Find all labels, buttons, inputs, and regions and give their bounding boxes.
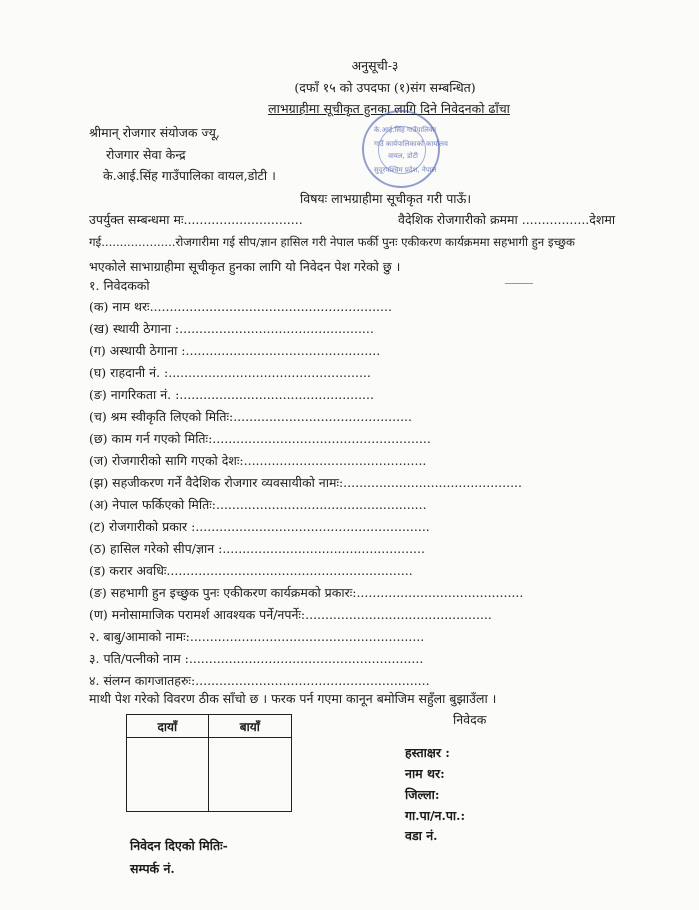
application-date-label: निवेदन दिएको मितिः- [130,838,228,853]
district-label: जिल्ला: [405,787,440,802]
field-passport-no: (घ) राहदानी नं. :................................................... [89,365,371,380]
signature-label: हस्ताक्षर : [405,745,450,760]
left-thumb-header: बायाँ [208,715,291,738]
right-thumb-box [127,738,209,812]
addressee-line-1: श्रीमान् रोजगार संयोजक ज्यू, [89,125,220,140]
left-thumb-box [208,738,291,812]
schedule-label: अनुसूची-३ [351,58,399,73]
reference-line: (दफाँ १५ को उपदफा (१)संग सम्बन्धित) [294,80,476,95]
thumbprint-table [126,714,292,812]
field-employment-type: (ट) रोजगारीको प्रकार :........................................................... [89,519,430,534]
field-attached-documents: ४. संलग्न कागजातहरुः:........................................................... [89,673,430,688]
ward-no-label: वडा नं. [405,828,438,843]
body-line-3: भएकोले साभाग्राहीमा सूचीकृत हुनका लागि यो निवेदन पेश गरेको छु । [89,259,401,274]
field-labor-permit-date: (च) श्रम स्वीकृति लिएको मितिः:............................................. [89,409,412,424]
name-label: नाम थर: [405,766,445,781]
addressee-line-2: रोजगार सेवा केन्द्र [106,147,186,162]
field-destination-country: (ज) रोजगारीको सागि गएको देशः:.............................................. [89,453,427,468]
applicant-label: निवेदक [453,712,487,727]
declaration-text: माथी पेश गरेको विवरण ठीक साँचो छ । फरक पर्न गएमा कानून बमोजिम सहुँला बुझाउँला । [89,691,497,706]
office-stamp: के.आई.सिंह गाउँपालिका गाउँ कार्यपालिकाको कार्यालय वायल, डोटी सुदूरपश्चिम प्रदेश, नेपाल [362,110,440,188]
field-reintegration-program: (ङ) सहभागी हुन इच्छुक पुनः एकीकरण कार्यक्रमको प्रकारः:.......................................... [89,585,524,600]
field-temporary-address: (ग) अस्थायी ठेगाना :................................................. [89,343,381,358]
contact-number-label: सम्पर्क नं. [130,861,175,876]
field-psychosocial-counseling: (ण) मनोसामाजिक परामर्श आवश्यक पर्ने/नपर्नेः:............................................... [89,607,492,622]
field-contract-period: (ड) करार अवधिः.............................................................. [89,563,413,578]
body-line-2: गई...........…......रोजगारीमा गई सीप/ज्ञान हासिल गरी नेपाल फर्की पुनः एकीकरण कार्यक्रममा सहभागी हुन इच्छुक [89,235,575,249]
right-thumb-header: दायाँ [127,715,209,738]
field-name: (क) नाम थरः............................................................. [89,299,392,314]
field-permanent-address: (ख) स्थायी ठेगाना :................................................. [89,321,374,336]
body-line-1a: उपर्युक्त सम्बन्धमा मः.............................. [89,212,303,227]
field-departure-date: (छ) काम गर्न गएको मितिः:....................................................... [89,431,431,446]
field-recruitment-agency: (झ) सहजीकरण गर्ने वैदेशिक रोजगार व्यवसायीको नामः:............................................. [89,475,522,490]
addressee-line-3: के.आई.सिंह गाउँपालिका वायल,डोटी । [103,168,276,183]
field-return-date: (अ) नेपाल फर्किएको मितिः:..................................................... [89,497,427,512]
field-parent-name: २. बाबु/आमाको नामः:........................................................... [89,629,425,644]
section-applicant-heading: १. निवेदकको [89,278,150,293]
subject-line: विषयः लाभग्राहीमा सूचीकृत गरी पाऊँ। [300,191,472,206]
field-citizenship-no: (ङ) नागरिकता नं. :................................................. [89,387,374,402]
field-skills-acquired: (ठ) हासिल गरेको सीप/ज्ञान :................................................... [89,541,425,556]
stray-mark [505,283,533,284]
form-title: लाभग्राहीमा सूचीकृत हुनका लागि दिने निवेदनको ढाँचा [268,101,510,116]
municipality-label: गा.पा/न.पा.: [405,808,466,823]
field-spouse-name: ३. पति/पत्नीको नाम :........................................................... [89,651,424,666]
body-line-1b: वैदेशिक रोजगारीको क्रममा .................देशमा [398,212,616,227]
